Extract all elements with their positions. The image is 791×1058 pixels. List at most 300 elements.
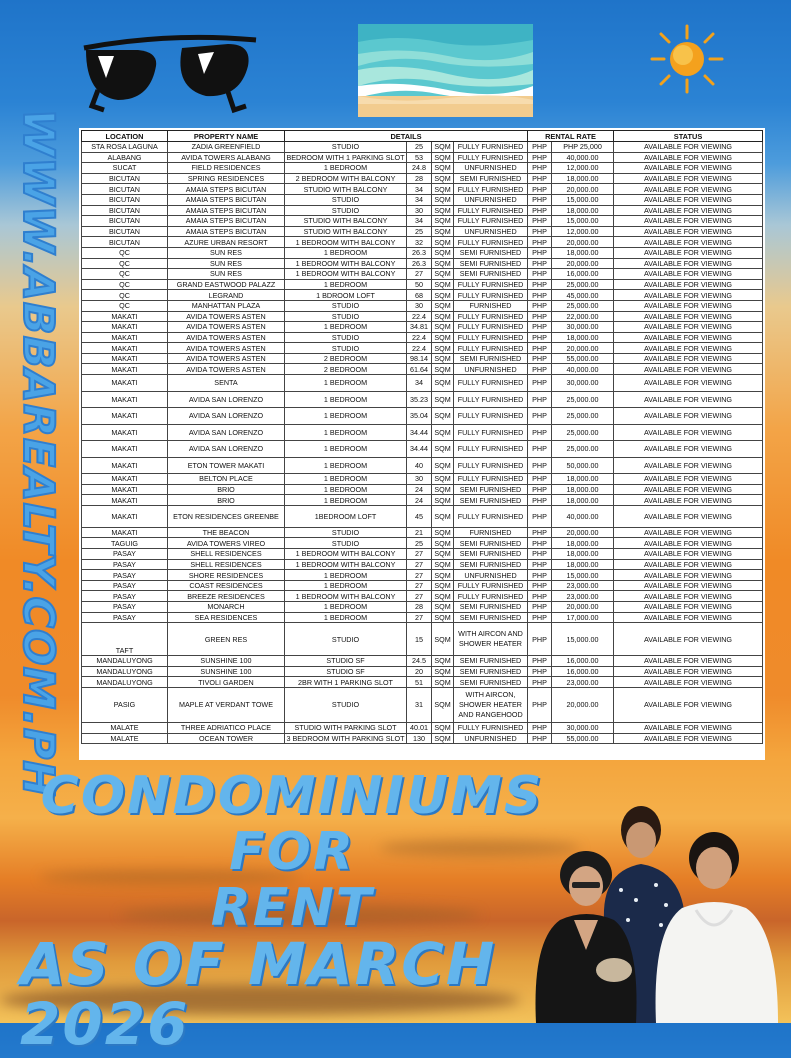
cell-area-unit: SQM bbox=[432, 163, 454, 174]
table-row bbox=[82, 408, 763, 425]
cell-property-name: SPRING RESIDENCES bbox=[168, 173, 285, 184]
table-row bbox=[82, 269, 763, 280]
table-row bbox=[82, 226, 763, 237]
cell-location: PASAY bbox=[82, 591, 168, 602]
cell-property-name: AVIDA TOWERS ASTEN bbox=[168, 311, 285, 322]
cell-unit-type: 1 BEDROOM bbox=[285, 495, 407, 506]
cell-area: 31 bbox=[407, 687, 432, 722]
cell-area: 40.01 bbox=[407, 722, 432, 733]
cell-area-unit: SQM bbox=[432, 269, 454, 280]
cell-furnishing: SEMI FURNISHED bbox=[454, 484, 528, 495]
cell-unit-type: 2 BEDROOM WITH BALCONY bbox=[285, 173, 407, 184]
cell-rate: 55,000.00 bbox=[552, 353, 614, 364]
cell-area-unit: SQM bbox=[432, 142, 454, 153]
cell-rate: 30,000.00 bbox=[552, 375, 614, 392]
cell-unit-type: 1 BEDROOM bbox=[285, 457, 407, 474]
cell-area: 24.8 bbox=[407, 163, 432, 174]
cell-property-name: AMAIA STEPS BICUTAN bbox=[168, 226, 285, 237]
cell-rate: 17,000.00 bbox=[552, 612, 614, 623]
cell-area: 34 bbox=[407, 375, 432, 392]
cell-unit-type: STUDIO bbox=[285, 343, 407, 354]
cell-area: 27 bbox=[407, 580, 432, 591]
cell-rate: 40,000.00 bbox=[552, 505, 614, 527]
cell-status: AVAILABLE FOR VIEWING bbox=[614, 733, 763, 744]
cell-area: 24.5 bbox=[407, 656, 432, 667]
cell-area: 28 bbox=[407, 173, 432, 184]
cell-unit-type: 1 BEDROOM bbox=[285, 424, 407, 441]
cell-area: 22.4 bbox=[407, 332, 432, 343]
cell-furnishing: SEMI FURNISHED bbox=[454, 666, 528, 677]
cell-property-name: BRIO bbox=[168, 484, 285, 495]
cell-unit-type: 3 BEDROOM WITH PARKING SLOT bbox=[286, 733, 405, 743]
cell-currency: PHP bbox=[528, 311, 552, 322]
cell-status: AVAILABLE FOR VIEWING bbox=[614, 322, 763, 333]
cell-currency: PHP bbox=[528, 332, 552, 343]
cell-furnishing: UNFURNISHED bbox=[454, 163, 528, 174]
cell-property-name: AVIDA TOWERS ALABANG bbox=[168, 152, 285, 163]
table-row bbox=[82, 570, 763, 581]
cell-rate: 18,000.00 bbox=[552, 495, 614, 506]
cell-rate: 20,000.00 bbox=[552, 343, 614, 354]
cell-area-unit: SQM bbox=[432, 602, 454, 613]
cell-status: AVAILABLE FOR VIEWING bbox=[614, 559, 763, 570]
table-row bbox=[82, 474, 763, 485]
cell-area-unit: SQM bbox=[432, 591, 454, 602]
cell-area: 98.14 bbox=[407, 353, 432, 364]
agents-photo bbox=[516, 800, 791, 1023]
cell-property-name: AMAIA STEPS BICUTAN bbox=[168, 216, 285, 227]
cell-furnishing: FULLY FURNISHED bbox=[454, 408, 528, 425]
cell-status: AVAILABLE FOR VIEWING bbox=[614, 226, 763, 237]
cell-location: PASAY bbox=[82, 602, 168, 613]
table-row bbox=[82, 687, 763, 722]
table-row bbox=[82, 300, 763, 311]
cell-furnishing: FULLY FURNISHED bbox=[454, 279, 528, 290]
cell-property-name: SHORE RESIDENCES bbox=[168, 570, 285, 581]
cell-rate: 25,000.00 bbox=[552, 441, 614, 458]
cell-area-unit: SQM bbox=[432, 258, 454, 269]
cell-unit-type: STUDIO WITH BALCONY bbox=[285, 184, 407, 195]
cell-location: QC bbox=[82, 247, 168, 258]
cell-currency: PHP bbox=[528, 343, 552, 354]
cell-status: AVAILABLE FOR VIEWING bbox=[614, 184, 763, 195]
cell-status: AVAILABLE FOR VIEWING bbox=[614, 527, 763, 538]
cell-location: BICUTAN bbox=[82, 205, 168, 216]
table-row bbox=[82, 163, 763, 174]
cell-currency: PHP bbox=[528, 353, 552, 364]
table-row bbox=[82, 505, 763, 527]
cell-property-name: THREE ADRIATICO PLACE bbox=[168, 722, 285, 733]
col-header-rental-rate: RENTAL RATE bbox=[528, 131, 614, 142]
cell-area: 34.44 bbox=[407, 441, 432, 458]
cell-location: MAKATI bbox=[82, 484, 168, 495]
cell-unit-type: 1 BEDROOM bbox=[285, 163, 407, 174]
cell-area: 34 bbox=[407, 216, 432, 227]
cell-area: 22.4 bbox=[407, 343, 432, 354]
cell-status: AVAILABLE FOR VIEWING bbox=[614, 290, 763, 301]
cell-status: AVAILABLE FOR VIEWING bbox=[614, 580, 763, 591]
cell-location: MAKATI bbox=[82, 424, 168, 441]
cell-furnishing: FULLY FURNISHED bbox=[454, 474, 528, 485]
cell-currency: PHP bbox=[528, 226, 552, 237]
cell-rate: 40,000.00 bbox=[552, 152, 614, 163]
cell-currency: PHP bbox=[528, 216, 552, 227]
cell-property-name: MANHATTAN PLAZA bbox=[168, 300, 285, 311]
cell-rate: 20,000.00 bbox=[552, 527, 614, 538]
cell-currency: PHP bbox=[528, 173, 552, 184]
cell-location: BICUTAN bbox=[82, 173, 168, 184]
cell-furnishing: FULLY FURNISHED bbox=[454, 505, 528, 527]
cell-property-name: LEGRAND bbox=[168, 290, 285, 301]
cell-property-name: AVIDA TOWERS ASTEN bbox=[168, 353, 285, 364]
cell-property-name: ZADIA GREENFIELD bbox=[168, 142, 285, 153]
cell-currency: PHP bbox=[528, 549, 552, 560]
cell-property-name: AVIDA SAN LORENZO bbox=[168, 391, 285, 408]
cell-unit-type: 1 BEDROOM bbox=[285, 602, 407, 613]
cell-area-unit: SQM bbox=[432, 152, 454, 163]
cell-rate: 15,000.00 bbox=[552, 623, 614, 656]
cell-rate: 15,000.00 bbox=[552, 194, 614, 205]
cell-unit-type: 1 BEDROOM bbox=[285, 612, 407, 623]
cell-rate: 18,000.00 bbox=[552, 205, 614, 216]
cell-area: 15 bbox=[407, 623, 432, 656]
cell-rate: 25,000.00 bbox=[552, 391, 614, 408]
cell-furnishing: FULLY FURNISHED bbox=[454, 591, 528, 602]
table-row bbox=[82, 722, 763, 733]
cell-property-name: SHELL RESIDENCES bbox=[168, 549, 285, 560]
cell-status: AVAILABLE FOR VIEWING bbox=[614, 656, 763, 667]
cell-furnishing: FULLY FURNISHED bbox=[454, 237, 528, 248]
cell-furnishing: FULLY FURNISHED bbox=[454, 580, 528, 591]
cell-property-name: SUN RES bbox=[168, 269, 285, 280]
cell-rate: 16,000.00 bbox=[552, 666, 614, 677]
cell-area: 21 bbox=[407, 527, 432, 538]
cell-unit-type: 1 BEDROOM bbox=[285, 474, 407, 485]
cell-location: PASAY bbox=[82, 559, 168, 570]
cell-location: TAFT bbox=[82, 623, 168, 656]
cell-property-name: SHELL RESIDENCES bbox=[168, 559, 285, 570]
cell-property-name: MONARCH bbox=[168, 602, 285, 613]
website-text: WWW.ABBAREALTY.COM.PH bbox=[13, 108, 63, 798]
table-row bbox=[82, 677, 763, 688]
cell-property-name: BREEZE RESIDENCES bbox=[168, 591, 285, 602]
cell-status: AVAILABLE FOR VIEWING bbox=[614, 269, 763, 280]
cell-currency: PHP bbox=[528, 408, 552, 425]
cell-status: AVAILABLE FOR VIEWING bbox=[614, 247, 763, 258]
cell-currency: PHP bbox=[528, 247, 552, 258]
cell-unit-type: STUDIO bbox=[285, 311, 407, 322]
cell-area: 27 bbox=[407, 549, 432, 560]
cell-currency: PHP bbox=[528, 237, 552, 248]
cell-furnishing: FULLY FURNISHED bbox=[454, 152, 528, 163]
table-row bbox=[82, 656, 763, 667]
cell-location: MAKATI bbox=[82, 311, 168, 322]
cell-area: 24 bbox=[407, 484, 432, 495]
cell-furnishing: WITH AIRCON AND SHOWER HEATER bbox=[454, 623, 528, 656]
table-row bbox=[82, 495, 763, 506]
table-row bbox=[82, 173, 763, 184]
cell-status: AVAILABLE FOR VIEWING bbox=[614, 391, 763, 408]
cell-rate: 18,000.00 bbox=[552, 559, 614, 570]
cell-unit-type: 1 BEDROOM WITH BALCONY bbox=[285, 258, 407, 269]
cell-status: AVAILABLE FOR VIEWING bbox=[614, 173, 763, 184]
cell-location: PASAY bbox=[82, 612, 168, 623]
cell-property-name: BRIO bbox=[168, 495, 285, 506]
col-header-property-name: PROPERTY NAME bbox=[168, 131, 285, 142]
table-row bbox=[82, 612, 763, 623]
cell-currency: PHP bbox=[528, 591, 552, 602]
cell-location: MAKATI bbox=[82, 332, 168, 343]
cell-area: 35.04 bbox=[407, 408, 432, 425]
cell-unit-type: 1 BEDROOM WITH BALCONY bbox=[285, 269, 407, 280]
cell-area-unit: SQM bbox=[432, 612, 454, 623]
cell-area-unit: SQM bbox=[432, 290, 454, 301]
cell-unit-type: STUDIO bbox=[285, 194, 407, 205]
listing-table bbox=[81, 130, 763, 744]
cell-property-name: GREEN RES bbox=[168, 623, 285, 656]
cell-location: PASAY bbox=[82, 549, 168, 560]
cell-location: SUCAT bbox=[82, 163, 168, 174]
cell-status: AVAILABLE FOR VIEWING bbox=[614, 343, 763, 354]
cell-unit-type: STUDIO bbox=[285, 687, 407, 722]
cell-unit-type: 1 BDROOM LOFT bbox=[285, 290, 407, 301]
cell-unit-type: 2BR WITH 1 PARKING SLOT bbox=[285, 677, 407, 688]
cell-currency: PHP bbox=[528, 666, 552, 677]
table-row bbox=[82, 247, 763, 258]
cell-currency: PHP bbox=[528, 474, 552, 485]
cell-property-name: SENTA bbox=[168, 375, 285, 392]
table-row bbox=[82, 580, 763, 591]
cell-status: AVAILABLE FOR VIEWING bbox=[614, 163, 763, 174]
cell-status: AVAILABLE FOR VIEWING bbox=[614, 205, 763, 216]
cell-area: 27 bbox=[407, 612, 432, 623]
table-row bbox=[82, 602, 763, 613]
cell-location: BICUTAN bbox=[82, 226, 168, 237]
table-row bbox=[82, 364, 763, 375]
cell-area: 40 bbox=[407, 457, 432, 474]
cell-unit-type: 1 BEDROOM bbox=[285, 247, 407, 258]
cell-area: 27 bbox=[407, 559, 432, 570]
cell-furnishing: FULLY FURNISHED bbox=[454, 184, 528, 195]
cell-furnishing: FULLY FURNISHED bbox=[454, 142, 528, 153]
cell-rate: 55,000.00 bbox=[552, 733, 614, 744]
cell-location: MANDALUYONG bbox=[82, 666, 168, 677]
cell-property-name: GRAND EASTWOOD PALAZZ bbox=[168, 279, 285, 290]
cell-area-unit: SQM bbox=[432, 300, 454, 311]
cell-property-name: AVIDA TOWERS ASTEN bbox=[168, 364, 285, 375]
cell-furnishing: FURNISHED bbox=[454, 527, 528, 538]
table-row bbox=[82, 194, 763, 205]
cell-rate: 16,000.00 bbox=[552, 656, 614, 667]
cell-currency: PHP bbox=[528, 269, 552, 280]
cell-unit-type: 2 BEDROOM bbox=[285, 353, 407, 364]
cell-area-unit: SQM bbox=[432, 527, 454, 538]
cell-area-unit: SQM bbox=[432, 424, 454, 441]
cell-rate: 23,000.00 bbox=[552, 591, 614, 602]
cell-property-name: AVIDA SAN LORENZO bbox=[168, 408, 285, 425]
cell-currency: PHP bbox=[528, 364, 552, 375]
cell-property-name: FIELD RESIDENCES bbox=[168, 163, 285, 174]
cell-status: AVAILABLE FOR VIEWING bbox=[614, 194, 763, 205]
cell-area: 26.3 bbox=[407, 247, 432, 258]
cell-status: AVAILABLE FOR VIEWING bbox=[614, 457, 763, 474]
cell-furnishing: FURNISHED bbox=[454, 300, 528, 311]
cell-rate: 18,000.00 bbox=[552, 538, 614, 549]
cell-furnishing: FULLY FURNISHED bbox=[454, 391, 528, 408]
cell-area: 51 bbox=[407, 677, 432, 688]
cell-unit-type: 1 BEDROOM bbox=[285, 580, 407, 591]
cell-area: 27 bbox=[407, 570, 432, 581]
cell-property-name: OCEAN TOWER bbox=[168, 733, 285, 744]
cell-location: TAGUIG bbox=[82, 538, 168, 549]
cell-currency: PHP bbox=[528, 163, 552, 174]
cell-location: ALABANG bbox=[82, 152, 168, 163]
cell-furnishing: FULLY FURNISHED bbox=[454, 375, 528, 392]
cell-furnishing: SEMI FURNISHED bbox=[454, 677, 528, 688]
cell-status: AVAILABLE FOR VIEWING bbox=[614, 602, 763, 613]
headline-line1: CONDOMINIUMS FOR bbox=[40, 766, 544, 882]
cell-currency: PHP bbox=[528, 205, 552, 216]
cell-area-unit: SQM bbox=[432, 687, 454, 722]
cell-area: 45 bbox=[407, 505, 432, 527]
cell-unit-type: 1 BEDROOM bbox=[285, 570, 407, 581]
col-header-location: LOCATION bbox=[82, 131, 168, 142]
cell-property-name: AMAIA STEPS BICUTAN bbox=[168, 184, 285, 195]
cell-location: MAKATI bbox=[82, 527, 168, 538]
cell-rate: 30,000.00 bbox=[552, 722, 614, 733]
cell-area-unit: SQM bbox=[432, 559, 454, 570]
cell-unit-type: STUDIO SF bbox=[285, 666, 407, 677]
table-row bbox=[82, 311, 763, 322]
cell-status: AVAILABLE FOR VIEWING bbox=[614, 687, 763, 722]
cell-rate: 23,000.00 bbox=[552, 580, 614, 591]
cell-area-unit: SQM bbox=[432, 722, 454, 733]
cell-location: QC bbox=[82, 290, 168, 301]
cell-property-name: SUN RES bbox=[168, 247, 285, 258]
cell-status: AVAILABLE FOR VIEWING bbox=[614, 495, 763, 506]
cell-property-name: ETON TOWER MAKATI bbox=[168, 457, 285, 474]
cell-location: MAKATI bbox=[82, 353, 168, 364]
cell-area-unit: SQM bbox=[432, 666, 454, 677]
cell-currency: PHP bbox=[528, 258, 552, 269]
cell-area-unit: SQM bbox=[432, 441, 454, 458]
cell-rate: 30,000.00 bbox=[552, 322, 614, 333]
cell-area: 27 bbox=[407, 591, 432, 602]
cell-rate: 40,000.00 bbox=[552, 364, 614, 375]
cell-area-unit: SQM bbox=[432, 408, 454, 425]
cell-unit-type: 1BEDROOM LOFT bbox=[285, 505, 407, 527]
cell-furnishing: SEMI FURNISHED bbox=[454, 258, 528, 269]
cell-currency: PHP bbox=[528, 612, 552, 623]
sun-icon bbox=[648, 24, 726, 94]
cell-furnishing: SEMI FURNISHED bbox=[454, 656, 528, 667]
cell-unit-type: STUDIO SF bbox=[285, 656, 407, 667]
cell-rate: 15,000.00 bbox=[552, 570, 614, 581]
cell-area-unit: SQM bbox=[432, 733, 454, 744]
cell-furnishing: FULLY FURNISHED bbox=[454, 343, 528, 354]
cell-currency: PHP bbox=[528, 495, 552, 506]
headline-line2: RENT bbox=[210, 878, 374, 938]
cell-area-unit: SQM bbox=[432, 656, 454, 667]
beach-icon bbox=[358, 24, 533, 117]
cell-furnishing: FULLY FURNISHED bbox=[454, 216, 528, 227]
table-row bbox=[82, 343, 763, 354]
cell-currency: PHP bbox=[528, 527, 552, 538]
cell-area: 130 bbox=[407, 733, 432, 744]
cell-unit-type: 1 BEDROOM bbox=[285, 322, 407, 333]
cell-status: AVAILABLE FOR VIEWING bbox=[614, 332, 763, 343]
cell-property-name: BELTON PLACE bbox=[168, 474, 285, 485]
cell-area: 30 bbox=[407, 474, 432, 485]
cell-area: 34 bbox=[407, 184, 432, 195]
col-header-details: DETAILS bbox=[285, 131, 528, 142]
cell-currency: PHP bbox=[528, 457, 552, 474]
cell-location: MAKATI bbox=[82, 457, 168, 474]
cell-location: PASIG bbox=[82, 687, 168, 722]
cell-status: AVAILABLE FOR VIEWING bbox=[614, 612, 763, 623]
cell-location: MAKATI bbox=[82, 474, 168, 485]
cell-unit-type: 1 BEDROOM bbox=[285, 441, 407, 458]
cell-status: AVAILABLE FOR VIEWING bbox=[614, 474, 763, 485]
cell-rate: 20,000.00 bbox=[552, 258, 614, 269]
cell-furnishing: SEMI FURNISHED bbox=[454, 173, 528, 184]
cell-unit-type: STUDIO bbox=[285, 538, 407, 549]
cell-area-unit: SQM bbox=[432, 332, 454, 343]
cell-furnishing: WITH AIRCON, SHOWER HEATER AND RANGEHOOD bbox=[454, 687, 528, 722]
cell-property-name: AVIDA TOWERS ASTEN bbox=[168, 332, 285, 343]
cell-area-unit: SQM bbox=[432, 226, 454, 237]
cell-currency: PHP bbox=[528, 570, 552, 581]
cell-rate: 23,000.00 bbox=[552, 677, 614, 688]
cell-area: 53 bbox=[407, 152, 432, 163]
table-row bbox=[82, 152, 763, 163]
cell-status: AVAILABLE FOR VIEWING bbox=[614, 484, 763, 495]
cell-area-unit: SQM bbox=[432, 205, 454, 216]
cell-furnishing: FULLY FURNISHED bbox=[454, 441, 528, 458]
cell-furnishing: UNFURNISHED bbox=[454, 364, 528, 375]
cell-area: 35.23 bbox=[407, 391, 432, 408]
cell-rate: 18,000.00 bbox=[552, 247, 614, 258]
cell-location: MAKATI bbox=[82, 391, 168, 408]
cell-currency: PHP bbox=[528, 290, 552, 301]
cell-property-name: SEA RESIDENCES bbox=[168, 612, 285, 623]
cell-area-unit: SQM bbox=[432, 173, 454, 184]
table-row bbox=[82, 216, 763, 227]
cell-unit-type: 1 BEDROOM WITH BALCONY bbox=[285, 237, 407, 248]
cell-area-unit: SQM bbox=[432, 495, 454, 506]
cell-unit-type: 1 BEDROOM bbox=[285, 391, 407, 408]
headline-title bbox=[22, 768, 562, 936]
cell-location: MANDALUYONG bbox=[82, 677, 168, 688]
cell-status: AVAILABLE FOR VIEWING bbox=[614, 142, 763, 153]
cell-area: 25 bbox=[407, 226, 432, 237]
cell-area-unit: SQM bbox=[432, 677, 454, 688]
cell-rate: 18,000.00 bbox=[552, 332, 614, 343]
cell-area: 30 bbox=[407, 205, 432, 216]
cell-location: BICUTAN bbox=[82, 216, 168, 227]
cell-rate: 18,000.00 bbox=[552, 173, 614, 184]
cell-area-unit: SQM bbox=[432, 364, 454, 375]
cell-property-name: AVIDA TOWERS ASTEN bbox=[168, 343, 285, 354]
col-header-status: STATUS bbox=[614, 131, 763, 142]
cell-area-unit: SQM bbox=[432, 570, 454, 581]
cell-currency: PHP bbox=[528, 194, 552, 205]
table-row bbox=[82, 237, 763, 248]
cell-location: BICUTAN bbox=[82, 184, 168, 195]
cell-location: MALATE bbox=[82, 722, 168, 733]
cell-area: 25 bbox=[407, 538, 432, 549]
cell-area: 34.44 bbox=[407, 424, 432, 441]
